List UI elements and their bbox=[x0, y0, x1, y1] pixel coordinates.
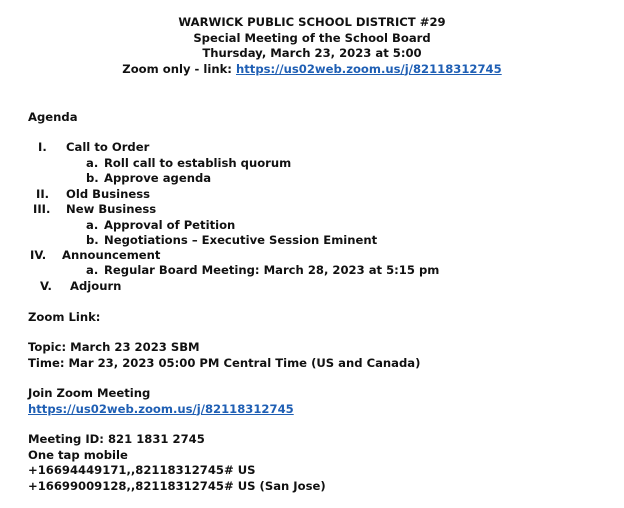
meeting-id: Meeting ID: 821 1831 2745 bbox=[28, 432, 205, 446]
item-number: a. bbox=[86, 218, 99, 232]
meeting-info-block bbox=[28, 432, 326, 494]
item-number: b. bbox=[86, 233, 99, 247]
item-label: Old Business bbox=[66, 187, 151, 201]
item-number: a. bbox=[86, 263, 99, 277]
item-label: Adjourn bbox=[70, 279, 122, 293]
meeting-date: Thursday, March 23, 2023 at 5:00 bbox=[202, 46, 422, 60]
item-number: IV. bbox=[30, 248, 47, 262]
item-number: II. bbox=[36, 187, 50, 201]
zoom-prefix: Zoom only - link: bbox=[122, 61, 236, 76]
zoom-topic-block bbox=[28, 340, 420, 371]
zoom-header-link[interactable]: https://us02web.zoom.us/j/82118312745 bbox=[235, 61, 502, 76]
item-number: III. bbox=[33, 202, 51, 216]
document-header bbox=[0, 15, 624, 77]
item-label: Call to Order bbox=[66, 140, 150, 154]
join-zoom-label: Join Zoom Meeting bbox=[28, 386, 151, 400]
item-label: Announcement bbox=[62, 248, 161, 262]
item-number: b. bbox=[86, 171, 99, 185]
item-number: a. bbox=[86, 156, 99, 170]
phone-number-2: +16699009128,,82118312745# US (San Jose) bbox=[28, 478, 326, 493]
item-label: Approval of Petition bbox=[104, 218, 236, 232]
item-label: Roll call to establish quorum bbox=[104, 156, 292, 170]
zoom-link-heading: Zoom Link: bbox=[28, 310, 101, 324]
district-title: WARWICK PUBLIC SCHOOL DISTRICT #29 bbox=[178, 15, 446, 29]
item-number: V. bbox=[40, 279, 52, 293]
item-label: Approve agenda bbox=[104, 171, 212, 185]
phone-number-1: +16694449171,,82118312745# US bbox=[28, 463, 256, 477]
zoom-topic: Topic: March 23 2023 SBM bbox=[28, 340, 200, 354]
zoom-time: Time: Mar 23, 2023 05:00 PM Central Time (US and Canada) bbox=[28, 355, 421, 370]
item-label: Regular Board Meeting: March 28, 2023 at 5:15 pm bbox=[104, 263, 440, 277]
agenda-heading: Agenda bbox=[28, 110, 78, 124]
meeting-title: Special Meeting of the School Board bbox=[193, 30, 431, 45]
join-zoom-link[interactable]: https://us02web.zoom.us/j/82118312745 bbox=[28, 401, 294, 416]
item-label: Negotiations – Executive Session Eminent bbox=[104, 233, 378, 247]
one-tap-label: One tap mobile bbox=[28, 447, 128, 462]
join-zoom-block bbox=[28, 386, 294, 417]
item-number: I. bbox=[38, 140, 47, 154]
item-label: New Business bbox=[66, 202, 157, 216]
zoom-line bbox=[0, 62, 624, 78]
